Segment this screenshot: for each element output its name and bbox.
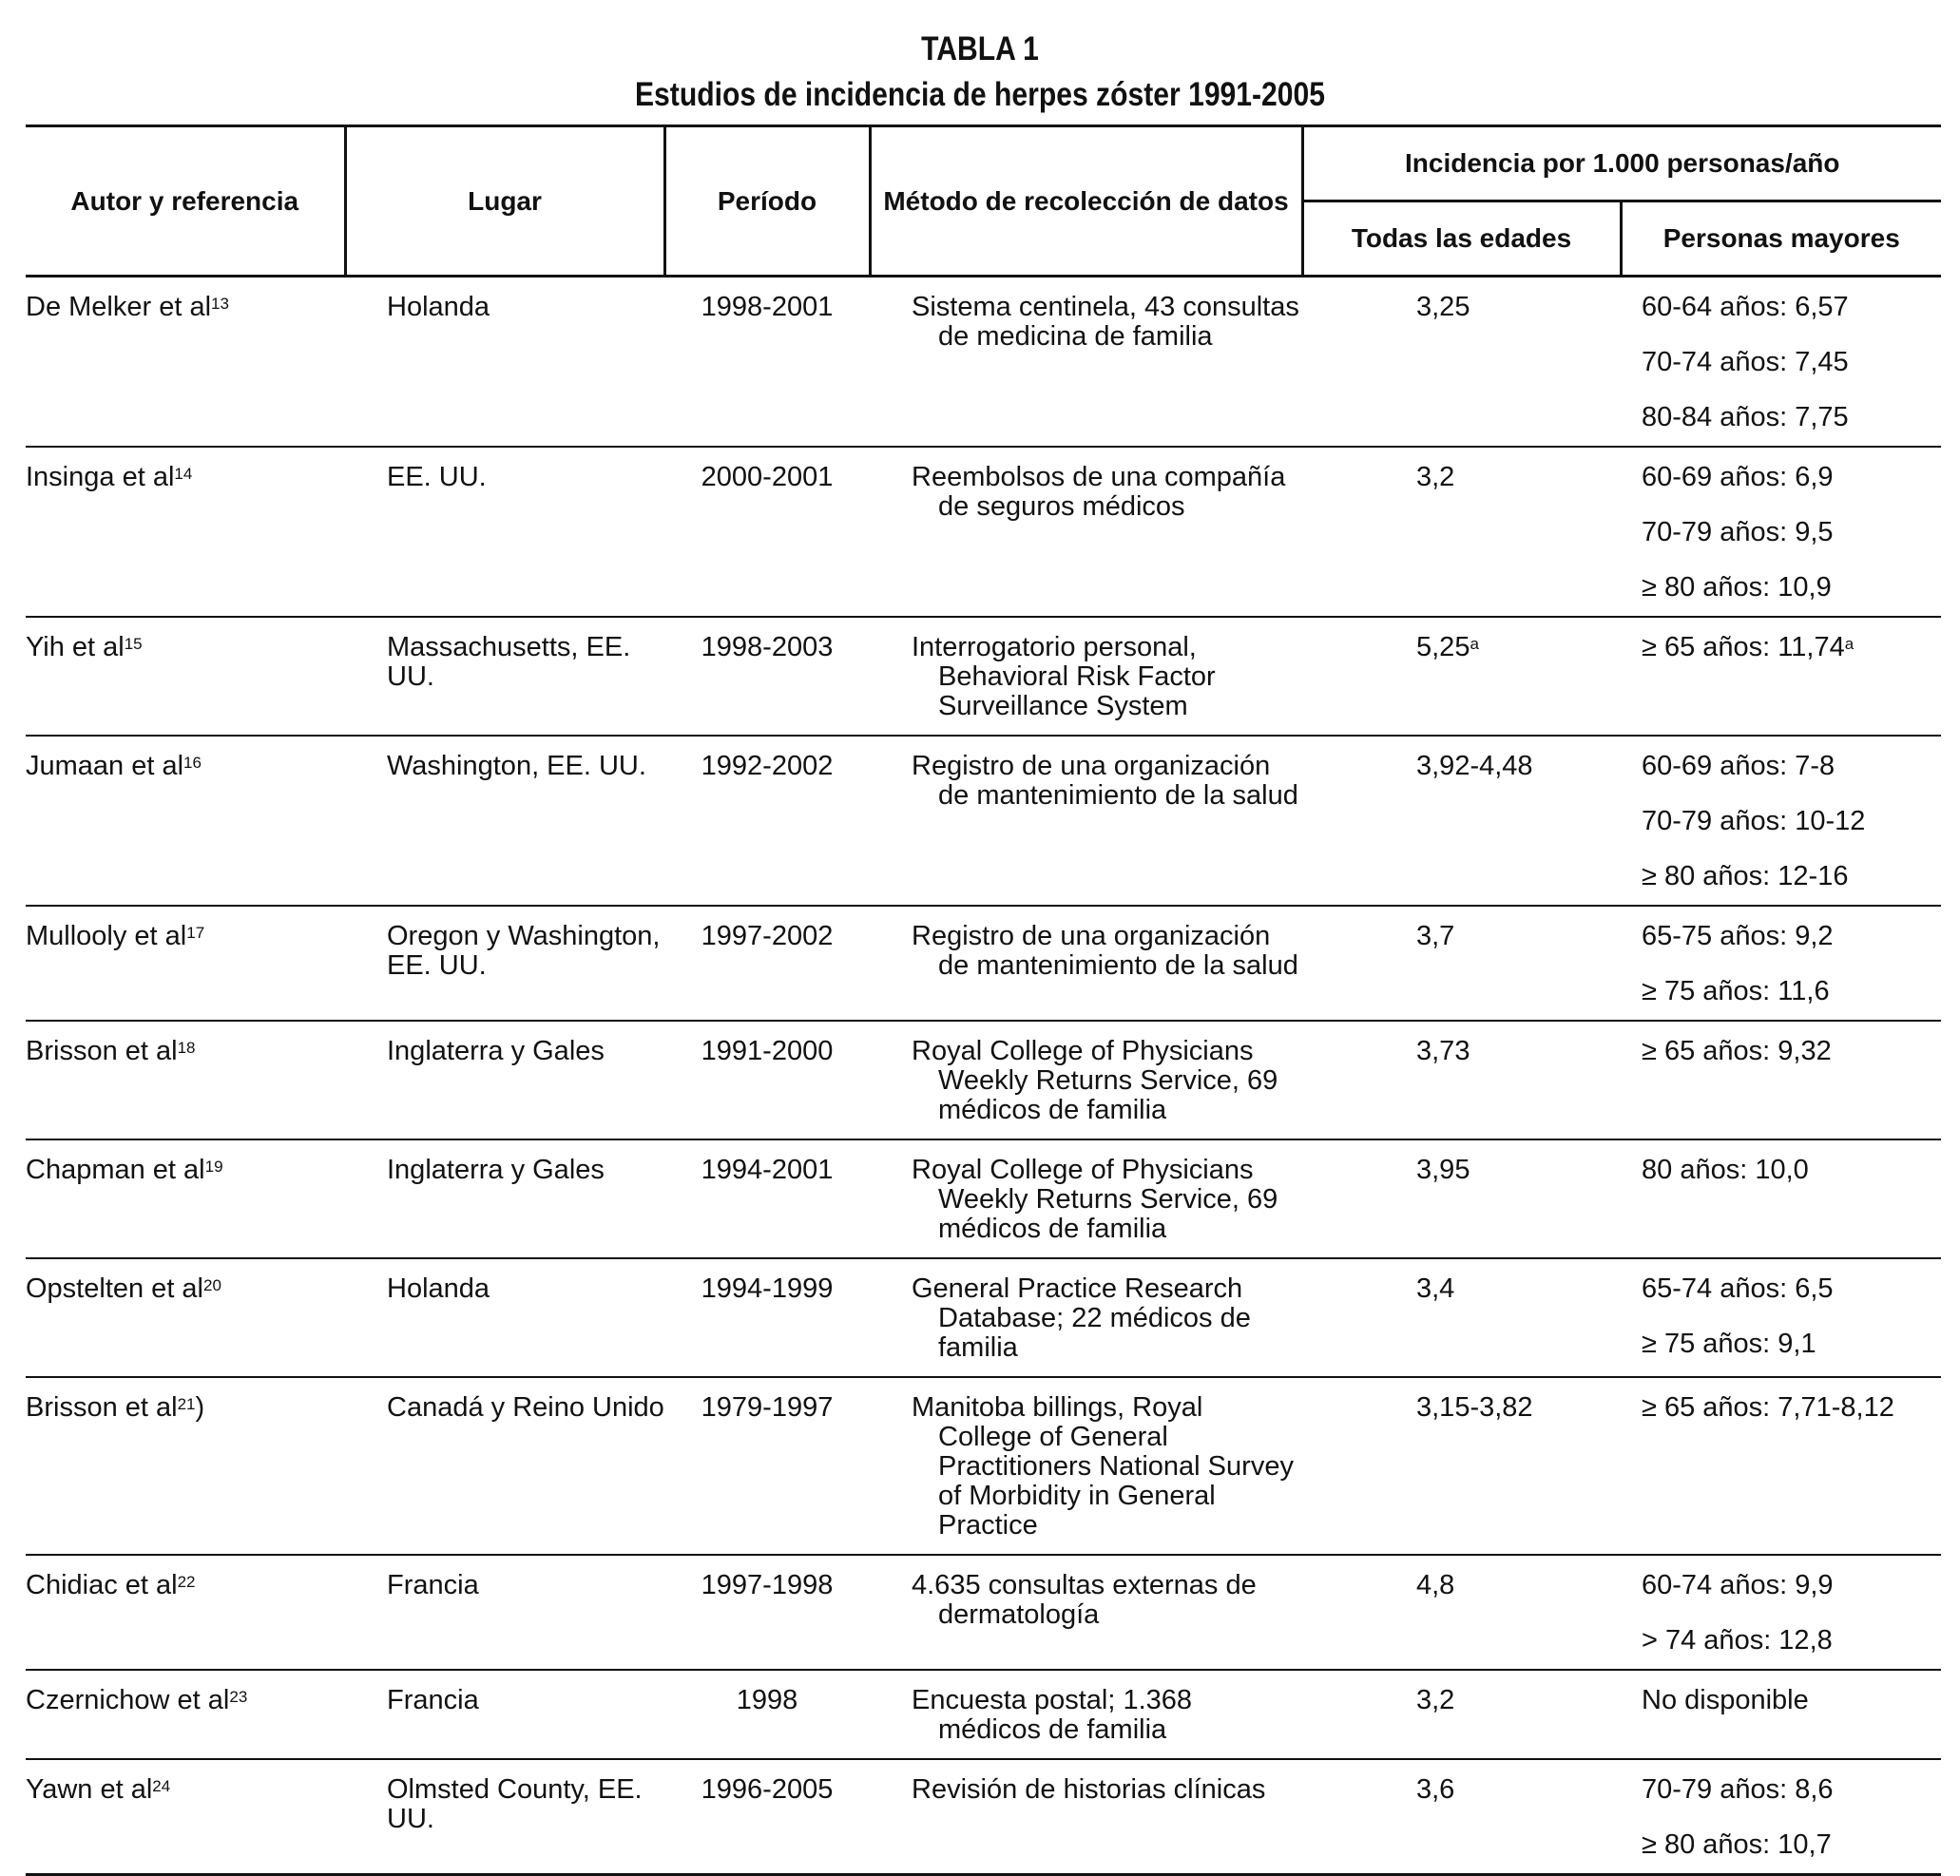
cell-period: 1991-2000: [701, 1036, 834, 1066]
elderly-value: [1642, 1571, 1941, 1600]
cell-author: [26, 617, 345, 736]
all-ages-value: 3,4: [1416, 1273, 1455, 1304]
elderly-text: ≥ 75 años: 9,1: [1642, 1329, 1816, 1359]
cell-elderly: [1621, 736, 1941, 906]
author-name: Czernichow et al: [26, 1685, 230, 1715]
cell-elderly: [1621, 1670, 1941, 1759]
table-body: [26, 277, 1941, 1875]
elderly-text: 80-84 años: 7,75: [1642, 402, 1849, 432]
cell-method: [870, 447, 1302, 617]
elderly-value: [1642, 752, 1941, 781]
method-text: Revisión de historias clínicas: [912, 1774, 1266, 1805]
elderly-value: [1642, 807, 1941, 836]
cell-method: [870, 736, 1302, 906]
cell-author: [26, 1139, 345, 1258]
cell-all-ages: [1302, 1670, 1621, 1759]
cell-author: [26, 1759, 345, 1875]
cell-elderly: [1621, 906, 1941, 1021]
cell-place: Washington, EE. UU.: [387, 751, 646, 781]
elderly-text: ≥ 80 años: 10,7: [1642, 1829, 1832, 1860]
table-row: [26, 1555, 1941, 1670]
header-elderly: Personas mayores: [1662, 223, 1900, 253]
elderly-text: 70-74 años: 7,45: [1642, 347, 1849, 377]
author-name: Brisson et al: [26, 1392, 178, 1423]
cell-author: [26, 1555, 345, 1670]
cell-place: EE. UU.: [387, 462, 487, 492]
cell-elderly: [1621, 1139, 1941, 1258]
reference-number: 13: [211, 295, 229, 313]
elderly-value: [1642, 977, 1941, 1006]
all-ages-value: 3,25: [1416, 292, 1470, 322]
cell-place: Inglaterra y Gales: [387, 1036, 605, 1066]
cell-period: 1994-2001: [701, 1155, 834, 1185]
elderly-text: ≥ 80 años: 12-16: [1642, 861, 1849, 891]
elderly-text: > 74 años: 12,8: [1642, 1625, 1833, 1656]
elderly-text: 65-75 años: 9,2: [1642, 921, 1834, 951]
cell-period: 1994-1999: [701, 1273, 834, 1304]
cell-all-ages: [1302, 447, 1621, 617]
cell-method: [870, 906, 1302, 1021]
author-name: Yawn et al: [26, 1774, 153, 1805]
header-method: Método de recolección de datos: [870, 126, 1302, 277]
cell-period: 1998-2001: [701, 292, 834, 322]
cell-all-ages: [1302, 617, 1621, 736]
method-text: Sistema centinela, 43 consultas de medicina de familia: [912, 292, 1299, 352]
elderly-text: 60-74 años: 9,9: [1642, 1570, 1834, 1600]
elderly-value: [1642, 1330, 1941, 1359]
all-ages-value: 3,7: [1416, 921, 1455, 951]
reference-number: 24: [152, 1777, 171, 1795]
cell-method: [870, 1139, 1302, 1258]
cell-all-ages: [1302, 736, 1621, 906]
reference-number: 15: [124, 635, 143, 653]
cell-author: [26, 1021, 345, 1139]
reference-number: 17: [186, 924, 205, 942]
elderly-value: [1642, 463, 1941, 492]
cell-method: [870, 617, 1302, 736]
author-name: De Melker et al: [26, 292, 212, 322]
method-text: Interrogatorio personal, Behavioral Risk Factor Surveillance System: [912, 632, 1216, 721]
cell-elderly: [1621, 1555, 1941, 1670]
cell-period: 1997-2002: [701, 921, 834, 951]
cell-elderly: [1621, 1377, 1941, 1555]
table-row: [26, 447, 1941, 617]
author-name: Mullooly et al: [26, 921, 187, 951]
cell-author: [26, 447, 345, 617]
cell-all-ages: [1302, 277, 1621, 448]
cell-author: [26, 1670, 345, 1759]
reference-number: 18: [177, 1039, 196, 1057]
cell-all-ages: [1302, 1021, 1621, 1139]
cell-all-ages: [1302, 1555, 1621, 1670]
method-text: Reembolsos de una compañía de seguros médicos: [912, 462, 1286, 522]
table-row: [26, 1139, 1941, 1258]
table-row: [26, 906, 1941, 1021]
elderly-value: [1642, 862, 1941, 891]
header-place: Lugar: [345, 126, 664, 277]
cell-all-ages: [1302, 1258, 1621, 1377]
cell-place: Canadá y Reino Unido: [387, 1392, 664, 1423]
elderly-text: 60-64 años: 6,57: [1642, 292, 1849, 322]
elderly-text: ≥ 75 años: 11,6: [1642, 976, 1830, 1006]
elderly-value: [1642, 1393, 1941, 1423]
cell-elderly: [1621, 277, 1941, 448]
cell-period: 1979-1997: [701, 1392, 834, 1423]
table-row: [26, 1377, 1941, 1555]
elderly-value: [1642, 1274, 1941, 1304]
cell-elderly: [1621, 1759, 1941, 1875]
reference-number: 21: [177, 1395, 196, 1413]
cell-place: Inglaterra y Gales: [387, 1155, 605, 1185]
all-ages-value: 4,8: [1416, 1570, 1455, 1600]
reference-number: 23: [229, 1688, 248, 1706]
author-name: Opstelten et al: [26, 1273, 203, 1304]
all-ages-value: 3,15-3,82: [1416, 1392, 1533, 1423]
incidence-table: [26, 124, 1941, 1876]
header-author: Autor y referencia: [26, 126, 345, 277]
elderly-value: [1642, 1686, 1941, 1715]
cell-method: [870, 1258, 1302, 1377]
method-text: 4.635 consultas externas de dermatología: [912, 1570, 1257, 1630]
elderly-text: 70-79 años: 10-12: [1642, 806, 1866, 836]
header-all-ages: Todas las edades: [1302, 201, 1621, 277]
author-name: Chapman et al: [26, 1155, 205, 1185]
all-ages-value: 3,2: [1416, 462, 1455, 492]
cell-author: [26, 277, 345, 448]
author-name: Jumaan et al: [26, 751, 184, 781]
elderly-text: 70-79 años: 8,6: [1642, 1774, 1834, 1805]
reference-number: 14: [174, 465, 193, 483]
elderly-text: ≥ 80 años: 10,9: [1642, 572, 1832, 603]
elderly-text: No disponible: [1642, 1685, 1809, 1715]
cell-author: [26, 906, 345, 1021]
cell-place: Oregon y Washington, EE. UU.: [387, 921, 661, 981]
table-row: [26, 1670, 1941, 1759]
elderly-value: [1642, 518, 1941, 547]
elderly-text: 70-79 años: 9,5: [1642, 517, 1834, 547]
header-period: Período: [664, 126, 870, 277]
cell-method: [870, 1377, 1302, 1555]
all-ages-value: 3,6: [1416, 1774, 1455, 1805]
elderly-text: 65-74 años: 6,5: [1642, 1273, 1834, 1304]
author-name: Chidiac et al: [26, 1570, 178, 1600]
cell-author: [26, 1377, 345, 1555]
reference-number: 22: [177, 1573, 196, 1591]
elderly-value: [1642, 403, 1941, 432]
table-title: Estudios de incidencia de herpes zóster 1991-2005: [634, 76, 1326, 113]
table-row: [26, 277, 1941, 448]
cell-period: 1997-1998: [701, 1570, 834, 1600]
all-ages-value: 3,95: [1416, 1155, 1470, 1185]
header-incidence: Incidencia por 1.000 personas/año: [1302, 126, 1941, 201]
method-text: Royal College of Physicians Weekly Returns Service, 69 médicos de familia: [912, 1155, 1278, 1244]
method-text: Registro de una organización de mantenimiento de la salud: [912, 921, 1298, 981]
all-ages-value: 3,92-4,48: [1416, 751, 1533, 781]
table-row: [26, 617, 1941, 736]
reference-number: 16: [183, 754, 202, 772]
method-text: Encuesta postal; 1.368 médicos de familia: [912, 1685, 1193, 1745]
elderly-value: [1642, 1037, 1941, 1066]
elderly-value: [1642, 1830, 1941, 1860]
elderly-text: 80 años: 10,0: [1642, 1155, 1809, 1185]
all-ages-value: 3,73: [1416, 1036, 1470, 1066]
elderly-value: [1642, 922, 1941, 951]
all-ages-value: 3,2: [1416, 1685, 1455, 1715]
table-caption: [0, 27, 1960, 118]
table-row: [26, 1759, 1941, 1875]
elderly-value: [1642, 1626, 1941, 1656]
footnote-marker: a: [1844, 635, 1854, 653]
reference-number: 20: [203, 1276, 221, 1294]
cell-elderly: [1621, 1021, 1941, 1139]
elderly-value: [1642, 1775, 1941, 1805]
elderly-text: ≥ 65 años: 7,71-8,12: [1642, 1392, 1894, 1423]
cell-all-ages: [1302, 1759, 1621, 1875]
elderly-value: [1642, 1156, 1941, 1185]
cell-method: [870, 1759, 1302, 1875]
cell-period: 1992-2002: [701, 751, 834, 781]
author-name: Insinga et al: [26, 462, 175, 492]
elderly-text: ≥ 65 años: 9,32: [1642, 1036, 1832, 1066]
elderly-value: [1642, 633, 1941, 662]
cell-period: 1998-2003: [701, 632, 834, 662]
cell-all-ages: [1302, 906, 1621, 1021]
footnote-marker: a: [1470, 635, 1479, 653]
elderly-text: 60-69 años: 6,9: [1642, 462, 1834, 492]
cell-elderly: [1621, 617, 1941, 736]
cell-all-ages: [1302, 1377, 1621, 1555]
elderly-value: [1642, 293, 1941, 322]
cell-all-ages: [1302, 1139, 1621, 1258]
cell-place: Olmsted County, EE. UU.: [387, 1774, 643, 1834]
table-row: [26, 1258, 1941, 1377]
cell-method: [870, 277, 1302, 448]
elderly-text: 60-69 años: 7-8: [1642, 751, 1835, 781]
author-name: Brisson et al: [26, 1036, 178, 1066]
cell-period: 1998: [736, 1685, 798, 1715]
all-ages-value: 5,25: [1416, 632, 1470, 662]
cell-place: Holanda: [387, 1273, 490, 1304]
method-text: Registro de una organización de mantenimiento de la salud: [912, 751, 1298, 811]
author-name: Yih et al: [26, 632, 125, 662]
method-text: General Practice Research Database; 22 médicos de familia: [912, 1273, 1251, 1363]
cell-period: 1996-2005: [701, 1774, 834, 1805]
cell-author: [26, 1258, 345, 1377]
cell-place: Francia: [387, 1570, 479, 1600]
method-text: Royal College of Physicians Weekly Returns Service, 69 médicos de familia: [912, 1036, 1278, 1125]
elderly-value: [1642, 573, 1941, 603]
elderly-value: [1642, 348, 1941, 377]
cell-method: [870, 1021, 1302, 1139]
cell-author: [26, 736, 345, 906]
author-suffix: ): [195, 1392, 205, 1423]
table-row: [26, 1021, 1941, 1139]
cell-period: 2000-2001: [701, 462, 834, 492]
elderly-text: ≥ 65 años: 11,74: [1642, 632, 1845, 662]
table-row: [26, 736, 1941, 906]
method-text: Manitoba billings, Royal College of General Practitioners National Survey of Morbidity in General Practice: [912, 1392, 1294, 1541]
cell-place: Holanda: [387, 292, 490, 322]
cell-elderly: [1621, 1258, 1941, 1377]
cell-place: Francia: [387, 1685, 479, 1715]
cell-method: [870, 1670, 1302, 1759]
reference-number: 19: [204, 1158, 223, 1176]
cell-elderly: [1621, 447, 1941, 617]
cell-place: Massachusetts, EE. UU.: [387, 632, 631, 692]
table-number: TABLA 1: [921, 30, 1039, 67]
cell-method: [870, 1555, 1302, 1670]
